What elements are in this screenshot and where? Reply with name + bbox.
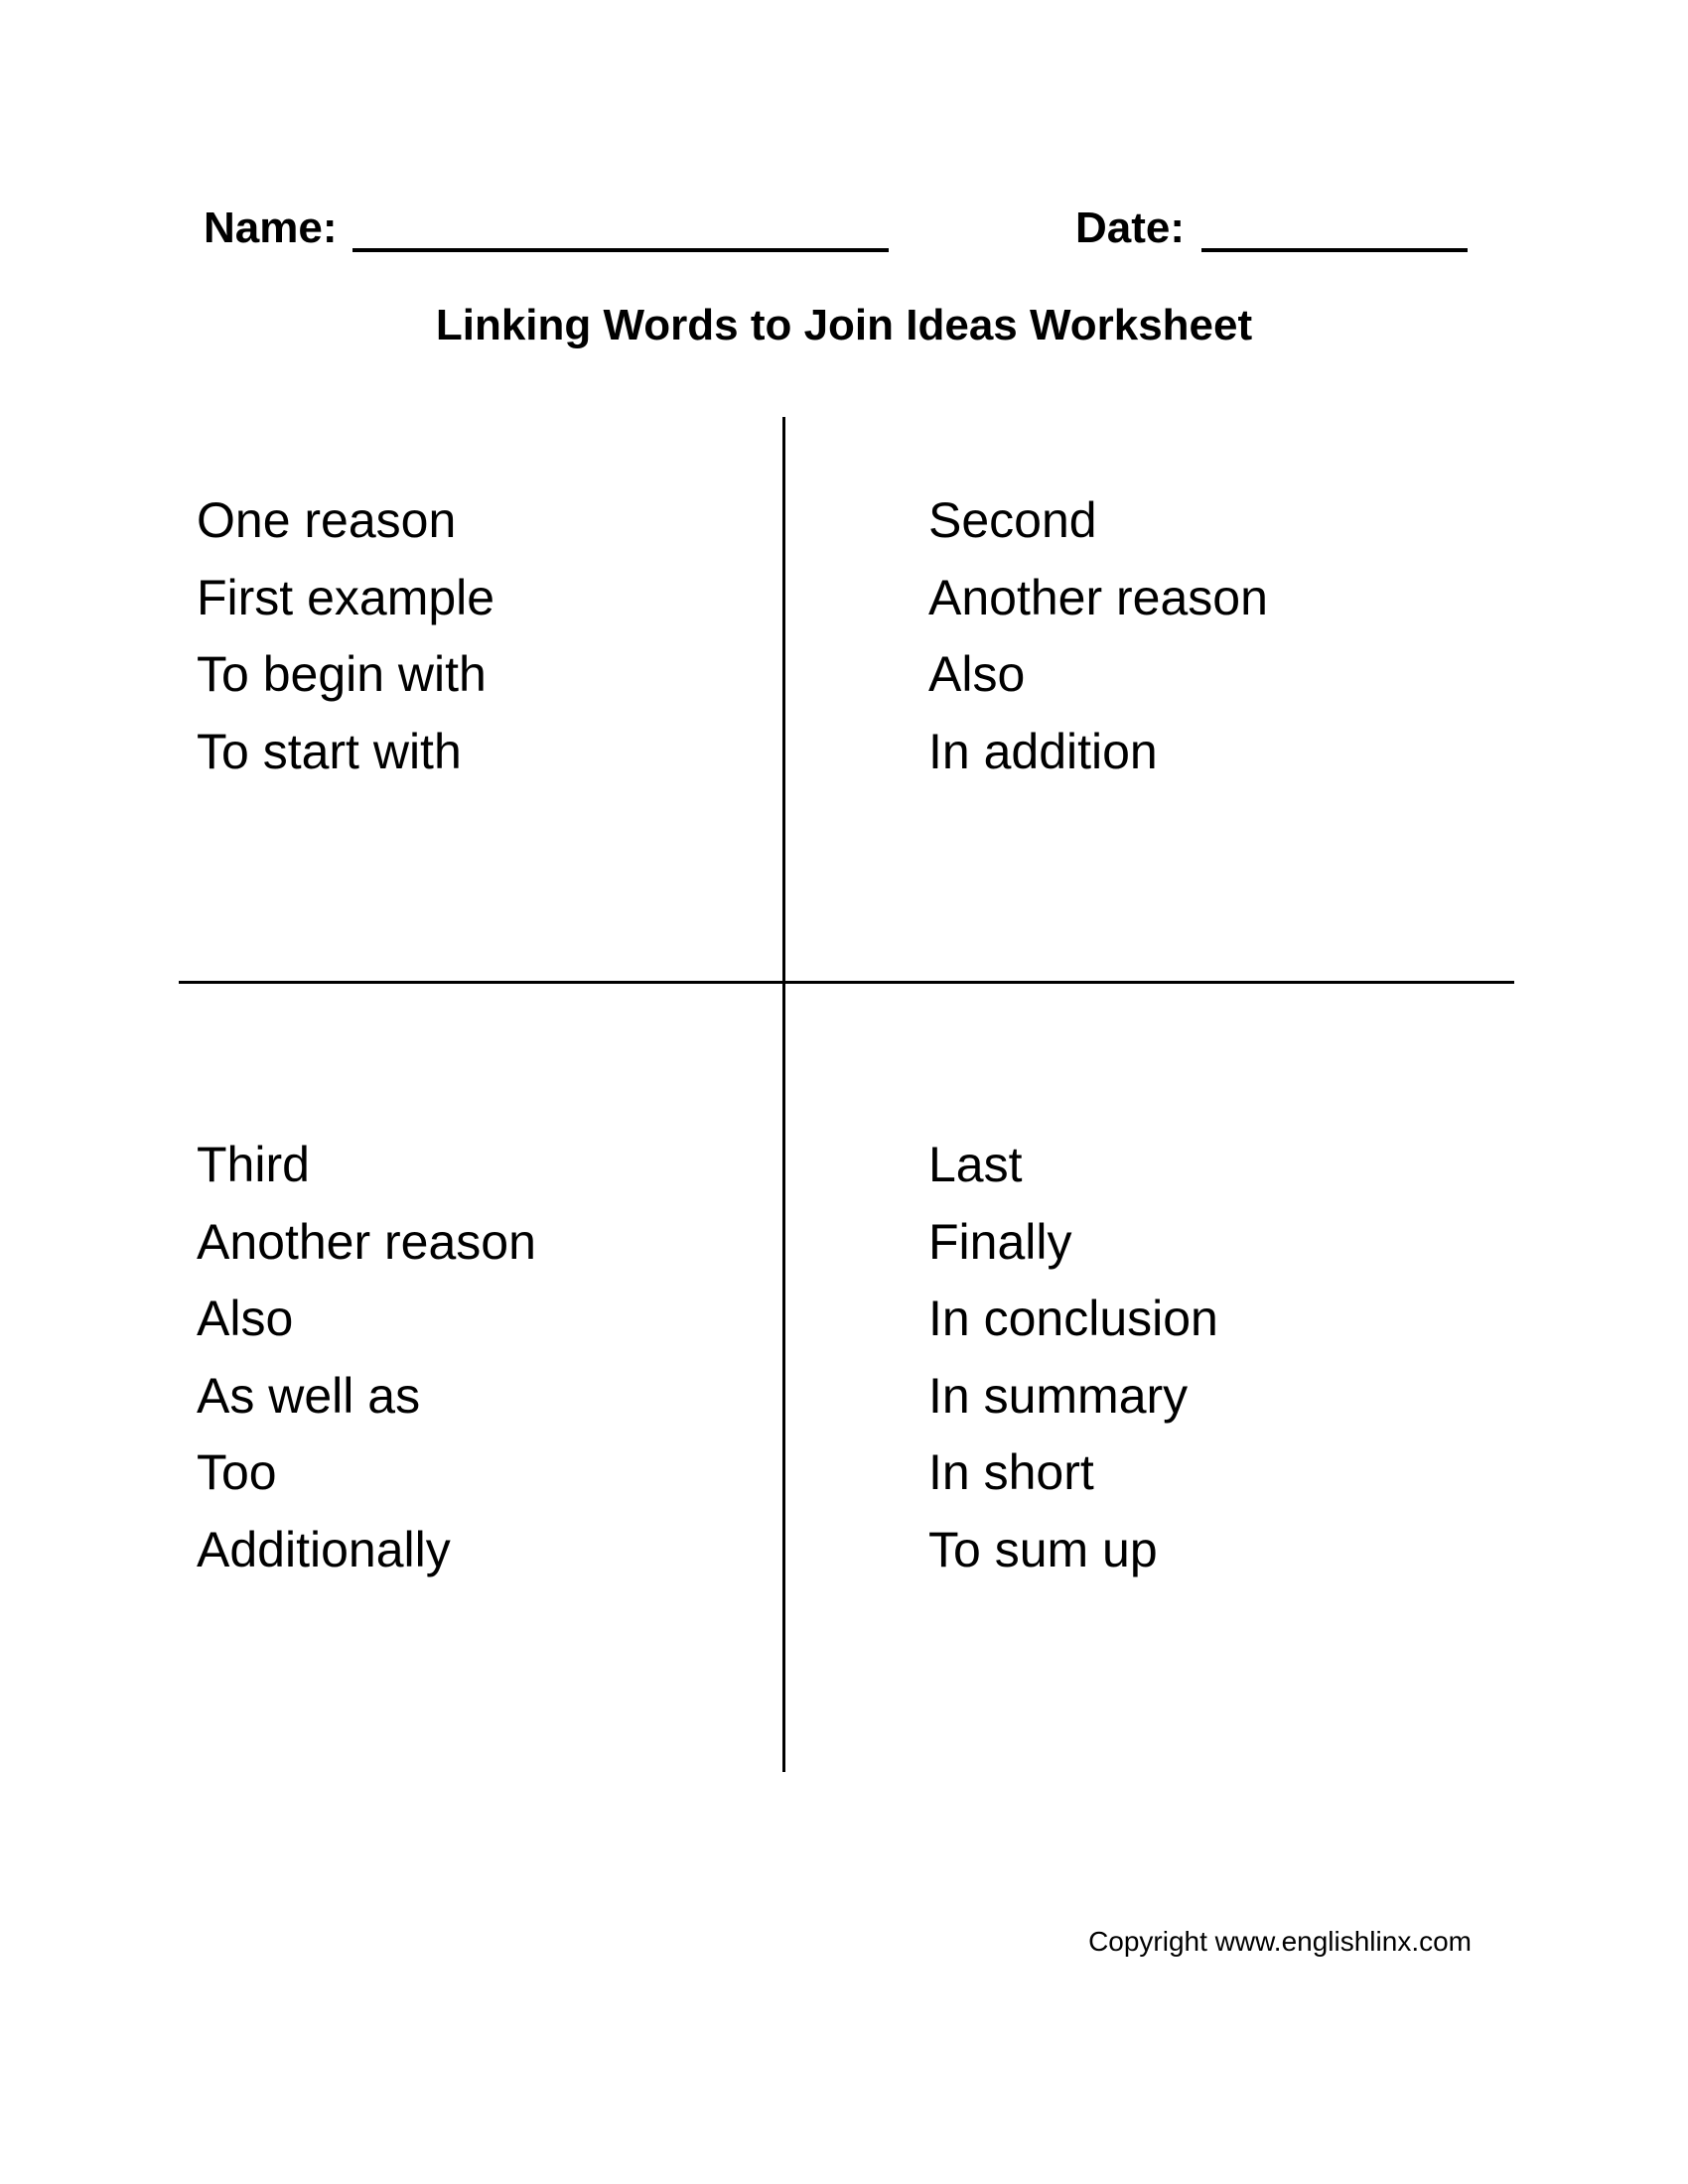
list-item: First example [197, 569, 495, 625]
list-item: Last [928, 1137, 1023, 1192]
date-label: Date: [1075, 204, 1186, 252]
list-item: Third [197, 1137, 310, 1192]
list-item: Also [197, 1291, 294, 1346]
name-label: Name: [204, 204, 338, 252]
list-item: In conclusion [928, 1291, 1218, 1346]
list-item: To begin with [197, 646, 487, 702]
list-item: Second [928, 492, 1097, 548]
horizontal-divider [179, 981, 1514, 984]
copyright-text: Copyright www.englishlinx.com [1088, 1926, 1472, 1957]
list-item: In summary [928, 1367, 1189, 1424]
name-blank-line [352, 248, 889, 252]
list-item: As well as [197, 1367, 421, 1424]
quadrant-top-right [928, 482, 1268, 790]
list-item: In addition [928, 723, 1158, 779]
list-item: Too [197, 1444, 277, 1500]
list-item: One reason [197, 492, 457, 548]
quadrant-bottom-left [197, 1127, 536, 1588]
quadrant-bottom-right [928, 1127, 1218, 1588]
list-item: In short [928, 1444, 1094, 1500]
list-item: Also [928, 646, 1026, 702]
list-item: To sum up [928, 1521, 1158, 1577]
list-item: Another reason [197, 1213, 536, 1270]
vertical-divider [782, 417, 785, 1772]
list-item: Finally [928, 1213, 1072, 1270]
date-blank-line [1201, 248, 1468, 252]
list-item: Additionally [197, 1521, 451, 1577]
list-item: To start with [197, 723, 462, 779]
quadrant-top-left [197, 482, 494, 790]
worksheet-title: Linking Words to Join Ideas Worksheet [435, 301, 1253, 349]
list-item: Another reason [928, 569, 1268, 625]
